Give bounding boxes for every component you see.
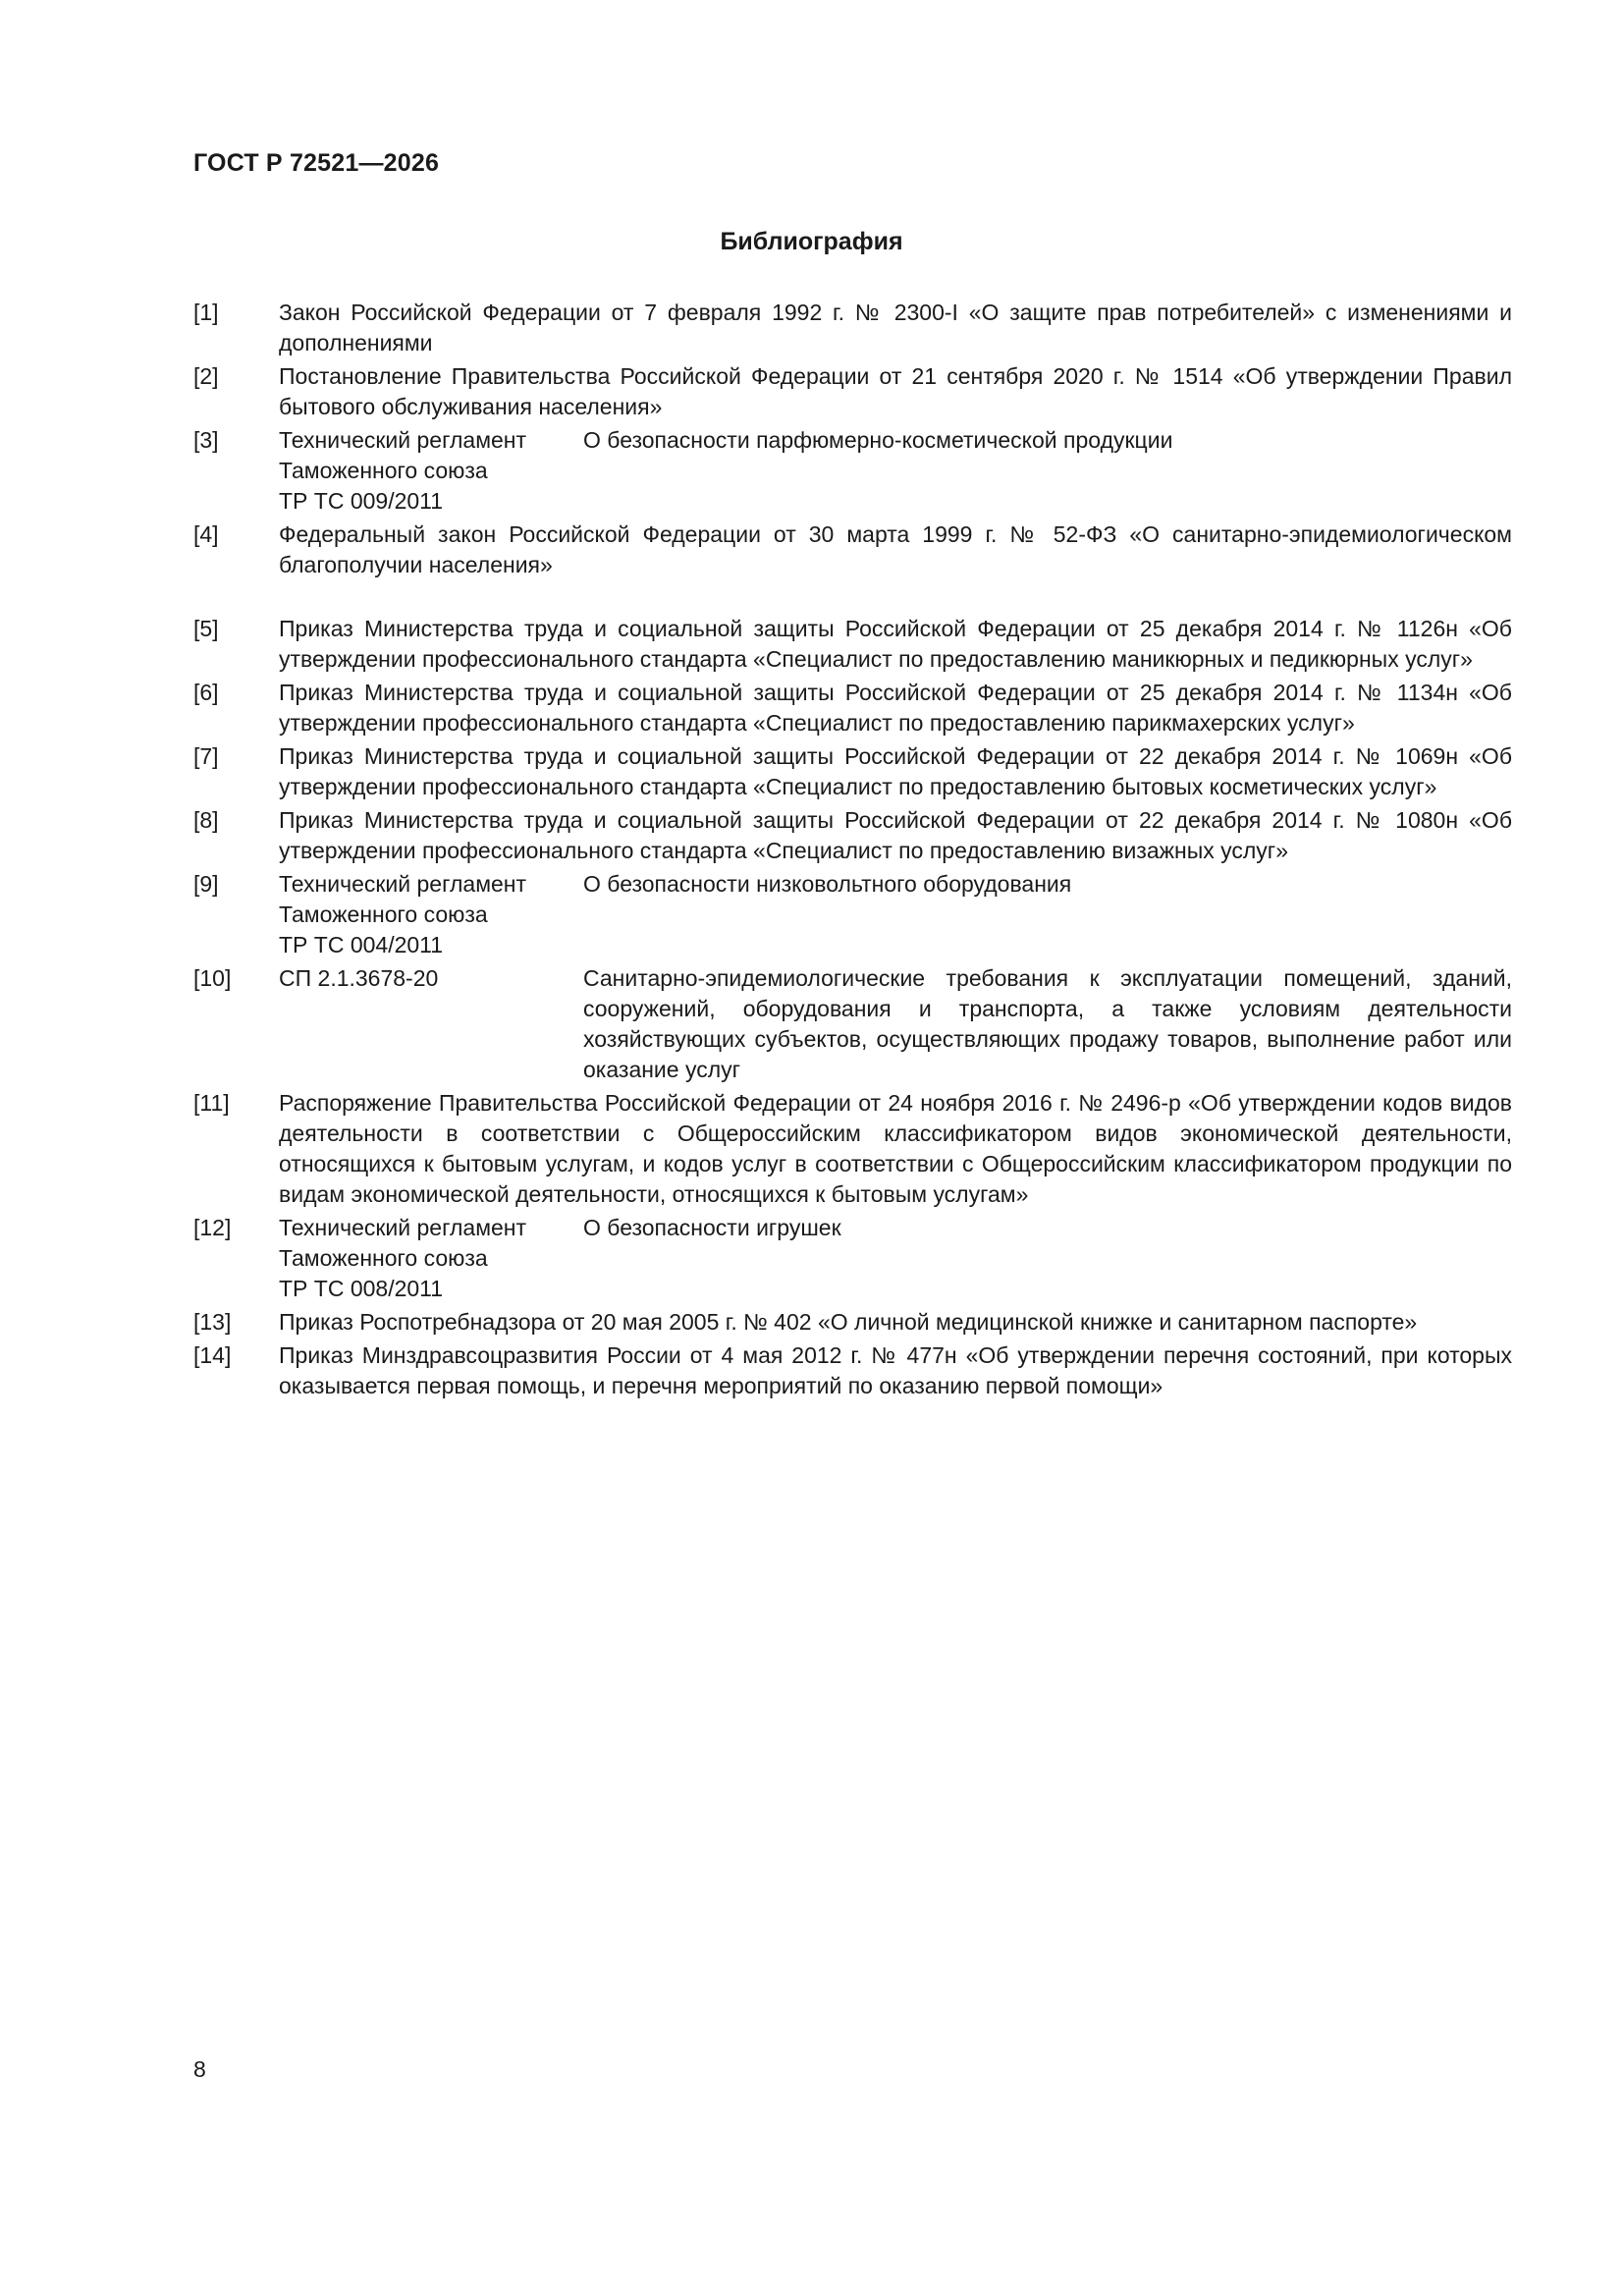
bibliography-entry: [193, 1307, 1512, 1338]
entry-number: [4]: [193, 521, 219, 547]
bibliography-list: [193, 298, 1512, 1404]
entry-number: [9]: [193, 871, 219, 897]
entry-regulation-line: Таможенного союза: [279, 458, 488, 483]
entry-number: [5]: [193, 616, 219, 641]
entry-regulation-line: Таможенного союза: [279, 902, 488, 927]
bibliography-entry: [193, 519, 1512, 580]
entry-regulation-line: Таможенного союза: [279, 1245, 488, 1271]
entry-text: Постановление Правительства Российской Федерации от 21 сентября 2020 г. № 1514 «Об утверждении Правил бытового обслуживания населения»: [279, 363, 1512, 419]
entry-text: Приказ Минздравсоцразвития России от 4 мая 2012 г. № 477н «Об утверждении перечня состояний, при которых оказывается первая помощь, и перечня мероприятий по оказанию первой помощи»: [279, 1342, 1512, 1398]
entry-text: Закон Российской Федерации от 7 февраля 1992 г. № 2300-I «О защите прав потребителей» с изменениями и дополнениями: [279, 300, 1512, 355]
entry-regulation-line: ТР ТС 009/2011: [279, 488, 444, 514]
entry-regulation-title: О безопасности игрушек: [583, 1215, 841, 1240]
entry-number: [3]: [193, 427, 219, 453]
bibliography-entry: [193, 805, 1512, 866]
entry-regulation-title: Санитарно-эпидемиологические требования к эксплуатации помещений, зданий, сооружений, оборудования и транспорта, а также условиям деятельности хозяйствующих субъектов, осуществляющих продажу товаров, выполнение работ или оказание услуг: [583, 965, 1512, 1082]
entry-regulation-id: [279, 425, 583, 517]
entry-number: [12]: [193, 1215, 232, 1240]
entry-regulation-title: О безопасности парфюмерно-косметической продукции: [583, 427, 1173, 453]
entry-regulation-id: [279, 869, 583, 960]
entry-regulation-id: [279, 963, 583, 994]
entry-regulation-line: ТР ТС 008/2011: [279, 1276, 444, 1301]
entry-number: [11]: [193, 1090, 230, 1116]
entry-regulation-id: [279, 1213, 583, 1304]
entry-number: [2]: [193, 363, 219, 389]
bibliography-entry: [193, 741, 1512, 802]
entry-regulation-title: О безопасности низковольтного оборудования: [583, 871, 1072, 897]
entry-text: Приказ Роспотребнадзора от 20 мая 2005 г. № 402 «О личной медицинской книжке и санитарном паспорте»: [279, 1309, 1418, 1335]
bibliography-entry: [193, 1088, 1512, 1210]
bibliography-entry: [193, 425, 1512, 517]
entry-text: Распоряжение Правительства Российской Федерации от 24 ноября 2016 г. № 2496-р «Об утверждении кодов видов деятельности в соответствии с Общероссийским классификатором видов экономической деятельности, относящихся к бытовым услугам, и кодов услуг в соответствии с Общероссийским классификатором продукции по видам экономической деятельности, относящихся к бытовым услугам»: [279, 1090, 1512, 1207]
entry-number: [8]: [193, 807, 219, 833]
entry-number: [6]: [193, 680, 219, 705]
entry-number: [10]: [193, 965, 232, 991]
bibliography-entry: [193, 869, 1512, 960]
entry-number: [7]: [193, 743, 219, 769]
bibliography-title: Библиография: [720, 228, 903, 255]
entry-text: Приказ Министерства труда и социальной защиты Российской Федерации от 25 декабря 2014 г. № 1126н «Об утверждении профессионального стандарта «Специалист по предоставлению маникюрных и педикюрных услуг»: [279, 616, 1512, 672]
bibliography-entry: [193, 614, 1512, 675]
entry-number: [13]: [193, 1309, 232, 1335]
bibliography-entry: [193, 361, 1512, 422]
entry-regulation-line: Технический регламент: [279, 871, 527, 897]
entry-regulation-line: Технический регламент: [279, 427, 527, 453]
entry-text: Федеральный закон Российской Федерации от 30 марта 1999 г. № 52-ФЗ «О санитарно-эпидемиологическом благополучии населения»: [279, 521, 1512, 577]
entry-text: Приказ Министерства труда и социальной защиты Российской Федерации от 25 декабря 2014 г. № 1134н «Об утверждении профессионального стандарта «Специалист по предоставлению парикмахерских услуг»: [279, 680, 1512, 736]
entry-text: Приказ Министерства труда и социальной защиты Российской Федерации от 22 декабря 2014 г. № 1069н «Об утверждении профессионального стандарта «Специалист по предоставлению бытовых косметических услуг»: [279, 743, 1512, 799]
bibliography-entry: [193, 678, 1512, 738]
bibliography-entry: [193, 1340, 1512, 1401]
entry-regulation-line: Технический регламент: [279, 1215, 527, 1240]
bibliography-entry: [193, 1213, 1512, 1304]
entry-text: Приказ Министерства труда и социальной защиты Российской Федерации от 22 декабря 2014 г. № 1080н «Об утверждении профессионального стандарта «Специалист по предоставлению визажных услуг»: [279, 807, 1512, 863]
page-number: 8: [193, 2056, 206, 2082]
entry-number: [1]: [193, 300, 219, 325]
entry-regulation-line: СП 2.1.3678-20: [279, 965, 439, 991]
bibliography-entry: [193, 298, 1512, 358]
entry-number: [14]: [193, 1342, 232, 1368]
entry-regulation-line: ТР ТС 004/2011: [279, 932, 444, 957]
bibliography-entry: [193, 963, 1512, 1085]
document-code: ГОСТ Р 72521—2026: [193, 149, 440, 177]
